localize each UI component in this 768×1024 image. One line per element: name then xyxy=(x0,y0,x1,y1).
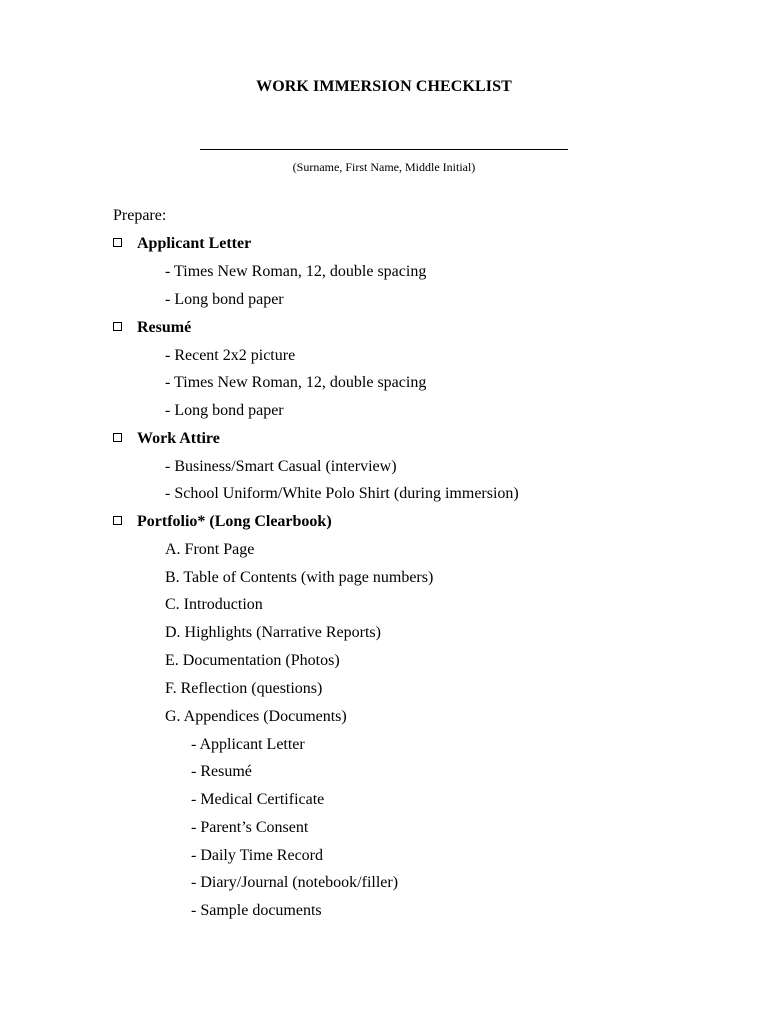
list-item: - Long bond paper xyxy=(165,402,284,419)
list-item: - School Uniform/White Polo Shirt (during immersion) xyxy=(165,485,519,502)
section-resume xyxy=(113,319,191,337)
checkbox-icon[interactable] xyxy=(113,433,122,442)
appendix-item: - Daily Time Record xyxy=(191,847,323,864)
appendix-item: - Parent’s Consent xyxy=(191,819,309,836)
list-item: B. Table of Contents (with page numbers) xyxy=(165,569,434,586)
list-item: A. Front Page xyxy=(165,541,255,558)
section-portfolio xyxy=(113,513,332,531)
appendix-item: - Sample documents xyxy=(191,902,322,919)
section-label: Work Attire xyxy=(137,430,220,447)
prepare-label: Prepare: xyxy=(113,207,167,224)
appendix-item: - Medical Certificate xyxy=(191,791,325,808)
list-item: - Recent 2x2 picture xyxy=(165,347,296,364)
list-item: G. Appendices (Documents) xyxy=(165,708,347,725)
checkbox-icon[interactable] xyxy=(113,516,122,525)
list-item: - Times New Roman, 12, double spacing xyxy=(165,263,427,280)
appendix-item: - Resumé xyxy=(191,763,252,780)
section-applicant-letter xyxy=(113,235,251,253)
name-signature-line xyxy=(200,149,568,150)
checkbox-icon[interactable] xyxy=(113,238,122,247)
appendix-item: - Diary/Journal (notebook/filler) xyxy=(191,874,399,891)
list-item: - Business/Smart Casual (interview) xyxy=(165,458,397,475)
section-label: Portfolio* (Long Clearbook) xyxy=(137,513,332,530)
list-item: C. Introduction xyxy=(165,596,263,613)
list-item: D. Highlights (Narrative Reports) xyxy=(165,624,381,641)
checkbox-icon[interactable] xyxy=(113,322,122,331)
list-item: F. Reflection (questions) xyxy=(165,680,323,697)
section-label: Resumé xyxy=(137,319,192,336)
section-work-attire xyxy=(113,430,220,448)
appendix-item: - Applicant Letter xyxy=(191,736,305,753)
page-title: WORK IMMERSION CHECKLIST xyxy=(256,78,512,95)
list-item: E. Documentation (Photos) xyxy=(165,652,340,669)
list-item: - Times New Roman, 12, double spacing xyxy=(165,374,427,391)
name-caption: (Surname, First Name, Middle Initial) xyxy=(292,160,476,174)
list-item: - Long bond paper xyxy=(165,291,284,308)
section-label: Applicant Letter xyxy=(137,235,252,252)
